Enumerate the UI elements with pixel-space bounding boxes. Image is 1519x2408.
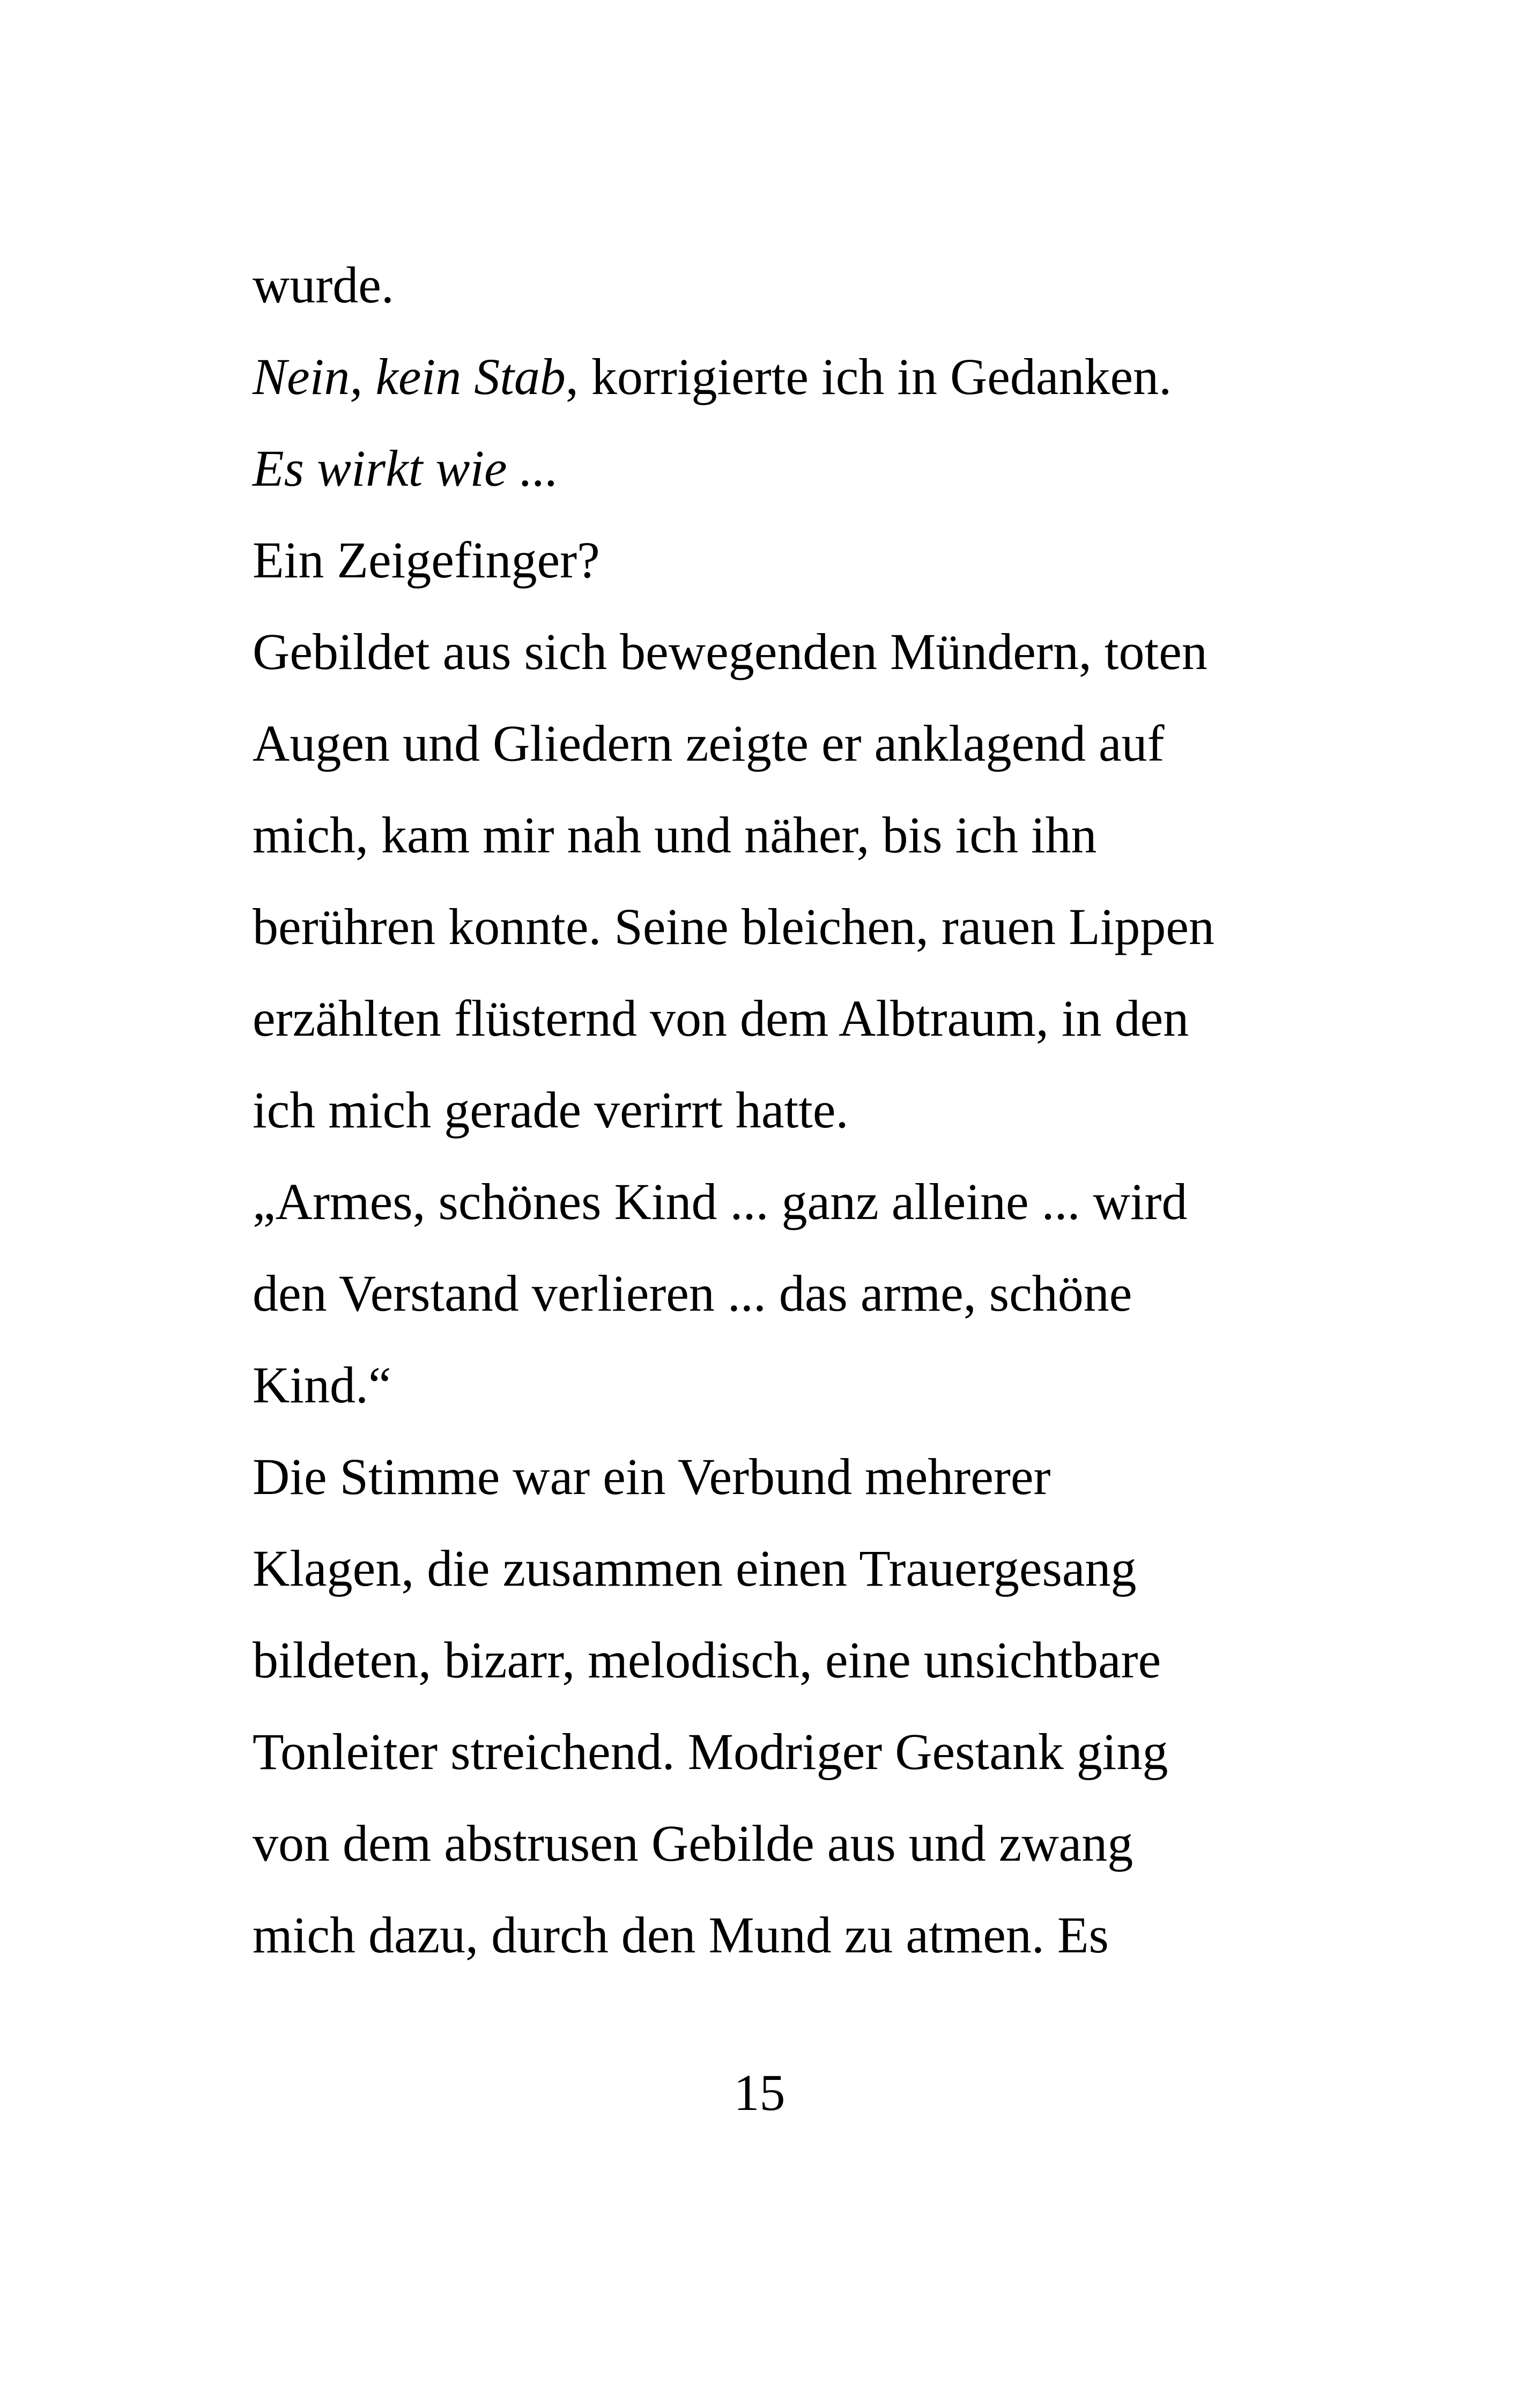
text-line-6: Augen und Gliedern zeigte er anklagend auf <box>253 715 1165 772</box>
text-line-4: Ein Zeigefinger? <box>253 531 600 589</box>
italic-phrase-nein-kein-stab: Nein, kein Stab <box>253 348 566 405</box>
text-line-10: ich mich gerade verirrt hatte. <box>253 1081 849 1139</box>
text-line-18: von dem abstrusen Gebilde aus und zwang <box>253 1815 1133 1872</box>
text-line-16: bildeten, bizarr, melodisch, eine unsichtbare <box>253 1631 1161 1689</box>
text-line-17: Tonleiter streichend. Modriger Gestank ging <box>253 1723 1168 1780</box>
body-text <box>253 239 1303 1981</box>
text-line-2 <box>253 331 1303 422</box>
text-line-7: mich, kam mir nah und näher, bis ich ihn <box>253 806 1097 864</box>
text-line-3-italic: Es wirkt wie ... <box>253 440 559 497</box>
text-line-8: berühren konnte. Seine bleichen, rauen Lippen <box>253 898 1214 955</box>
text-line-5: Gebildet aus sich bewegenden Mündern, toten <box>253 623 1207 680</box>
text-line-19: mich dazu, durch den Mund zu atmen. Es <box>253 1906 1109 1964</box>
text-line-14: Die Stimme war ein Verbund mehrerer <box>253 1448 1051 1505</box>
text-line-2-rest: , korrigierte ich in Gedanken. <box>565 348 1172 405</box>
text-line-11: „Armes, schönes Kind ... ganz alleine ... wird <box>253 1173 1188 1230</box>
text-line-9: erzählten flüsternd von dem Albtraum, in den <box>253 990 1189 1047</box>
text-line-1: wurde. <box>253 256 394 314</box>
text-line-12: den Verstand verlieren ... das arme, schöne <box>253 1265 1132 1322</box>
text-line-15: Klagen, die zusammen einen Trauergesang <box>253 1540 1137 1597</box>
page-number: 15 <box>733 2064 786 2121</box>
text-line-13: Kind.“ <box>253 1356 391 1414</box>
